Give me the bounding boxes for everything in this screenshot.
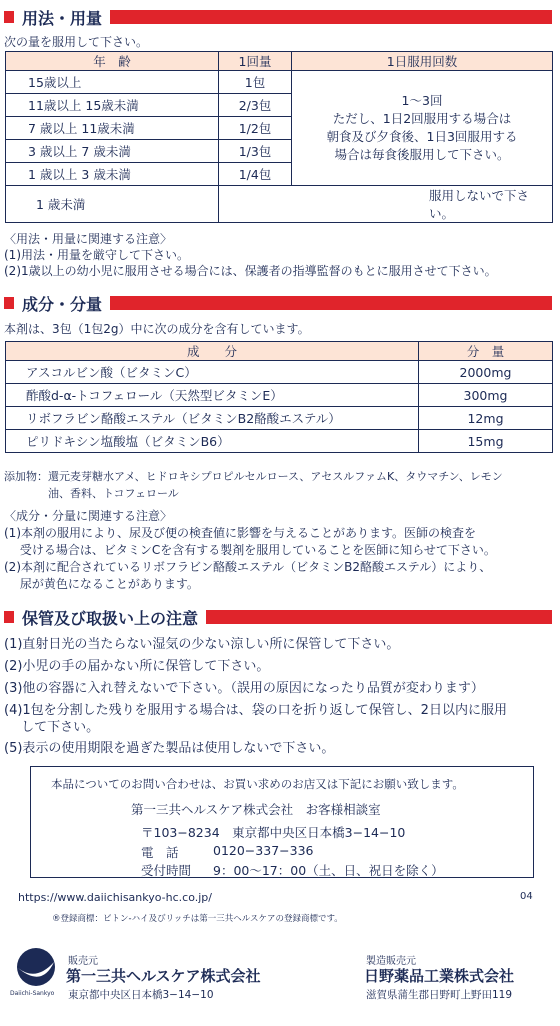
daiichi-sankyo-logo-icon: [12, 946, 60, 988]
storage-line: (3)他の容器に入れ替えないで下さい。（誤用の原因になったり品質が変わります）: [4, 681, 484, 696]
header-dose: 1回量: [219, 52, 292, 71]
dose-cell: 2/3包: [219, 94, 292, 117]
header-times: 1日服用回数: [292, 52, 553, 71]
usage-note: (2)1歳以上の幼小児に服用させる場合には、保護者の指導監督のもとに服用させて下さい。: [4, 264, 497, 278]
maker-address: 滋賀県蒲生郡日野町上野田119: [366, 989, 513, 1001]
section-marker: [4, 11, 14, 23]
ingredients-note-line: (1)本剤の服用により、尿及び便の検査値に影響を与えることがあります。医師の検査を: [4, 526, 477, 540]
ingredients-notes-title: 〈成分・分量に関連する注意〉: [4, 509, 173, 523]
storage-line: して下さい。: [4, 720, 100, 735]
ingredient-qty: 15mg: [419, 430, 553, 453]
usage-intro: 次の量を服用して下さい。: [4, 35, 149, 49]
section-bar: [110, 10, 552, 24]
website-url: https://www.daiichisankyo-hc.co.jp/: [18, 891, 212, 904]
ingredient-name: 酢酸d-α-トコフェロール（天然型ビタミンE）: [6, 384, 419, 407]
contact-dept: 第一三共ヘルスケア株式会社 お客様相談室: [131, 802, 381, 817]
hours-value: 9：00〜17：00（土、日、祝日を除く）: [213, 863, 444, 878]
table-row: [6, 430, 553, 453]
ingredient-qty: 12mg: [419, 407, 553, 430]
ingredient-qty: 300mg: [419, 384, 553, 407]
section-bar: [110, 296, 552, 310]
header-quantity: 分 量: [419, 342, 553, 361]
age-cell: 3 歳以上 7 歳未満: [6, 140, 219, 163]
seller-role: 販売元: [68, 956, 98, 967]
usage-note: (1)用法・用量を厳守して下さい。: [4, 248, 189, 262]
seller-logo: [12, 946, 60, 1006]
contact-box: [30, 766, 534, 878]
dose-cell: 1/2包: [219, 117, 292, 140]
ingredients-table: [5, 341, 553, 453]
ingredients-note-line: 尿が黄色になることがあります。: [4, 577, 199, 591]
section-header-storage: [4, 606, 552, 628]
times-line: 朝食及び夕食後、1日3回服用する: [326, 129, 518, 144]
storage-line: (5)表示の使用期限を過ぎた製品は使用しないで下さい。: [4, 741, 335, 756]
storage-line: (1)直射日光の当たらない湿気の少ない涼しい所に保管して下さい。: [4, 637, 400, 652]
hours-label: 受付時間: [141, 863, 192, 878]
table-row: [6, 186, 553, 223]
additives-line: 油、香料、トコフェロール: [4, 487, 179, 500]
seller-name: 第一三共ヘルスケア株式会社: [66, 967, 261, 985]
storage-line: (4)1包を分割した残りを服用する場合は、袋の口を折り返して保管し、2日以内に服用: [4, 703, 507, 718]
contact-intro: 本品についてのお問い合わせは、お買い求めのお店又は下記にお願い致します。: [51, 777, 464, 791]
times-line: 1〜3回: [401, 93, 443, 108]
maker-name: 日野薬品工業株式会社: [364, 967, 515, 985]
section-marker: [4, 297, 14, 309]
table-row: [6, 384, 553, 407]
ingredients-note-line: (2)本剤に配合されているリボフラビン酪酸エステル（ビタミンB2酪酸エステル）により、: [4, 560, 492, 574]
dose-cell: 1/3包: [219, 140, 292, 163]
section-header-usage: [4, 6, 552, 28]
table-header-row: [6, 342, 553, 361]
ingredient-qty: 2000mg: [419, 361, 553, 384]
table-row: [6, 71, 553, 94]
dose-cell: 1/4包: [219, 163, 292, 186]
age-cell: 1 歳未満: [6, 186, 219, 223]
page-code: 04: [520, 891, 533, 902]
header-age: 年 齢: [6, 52, 219, 71]
under1-instruction: 服用しないで下さい。: [219, 186, 553, 223]
phone-label: 電 話: [141, 845, 179, 860]
ingredient-name: リボフラビン酪酸エステル（ビタミンB2酪酸エステル）: [6, 407, 419, 430]
table-row: [6, 407, 553, 430]
age-cell: 15歳以上: [6, 71, 219, 94]
usage-notes-title: 〈用法・用量に関連する注意〉: [4, 232, 173, 246]
phone-number: 0120−337−336: [213, 843, 314, 858]
section-header-ingredients: [4, 292, 552, 314]
section-marker: [4, 611, 14, 623]
header-ingredient: 成 分: [6, 342, 419, 361]
ingredients-note-line: 受ける場合は、ビタミンCを含有する製剤を服用していることを医師に知らせて下さい。: [4, 543, 496, 557]
times-cell: [292, 71, 553, 186]
storage-line: (2)小児の手の届かない所に保管して下さい。: [4, 659, 270, 674]
ingredient-name: ピリドキシン塩酸塩（ビタミンB6）: [6, 430, 419, 453]
section-title: 用法・用量: [22, 8, 103, 28]
ingredient-name: アスコルビン酸（ビタミンC）: [6, 361, 419, 384]
dosage-table: [5, 51, 553, 223]
trademark-note: ®登録商標：ビトン-ハイ及びリッチは第一三共ヘルスケアの登録商標です。: [52, 914, 343, 924]
times-line: ただし、1日2回服用する場合は: [332, 111, 512, 126]
logo-text: Daiichi-Sankyo: [10, 990, 55, 997]
age-cell: 1 歳以上 3 歳未満: [6, 163, 219, 186]
age-cell: 11歳以上 15歳未満: [6, 94, 219, 117]
age-cell: 7 歳以上 11歳未満: [6, 117, 219, 140]
additives-line: 添加物：還元麦芽糖水アメ、ヒドロキシプロピルセルロース、アセスルファムK、タウマチン、レモン: [4, 470, 503, 483]
times-line: 場合は毎食後服用して下さい。: [334, 147, 510, 162]
seller-address: 東京都中央区日本橋3−14−10: [68, 989, 214, 1001]
dose-cell: 1包: [219, 71, 292, 94]
contact-address: 〒103−8234 東京都中央区日本橋3−14−10: [141, 825, 406, 840]
ingredients-intro: 本剤は、3包（1包2g）中に次の成分を含有しています。: [4, 322, 310, 336]
table-row: [6, 361, 553, 384]
table-header-row: [6, 52, 553, 71]
maker-role: 製造販売元: [366, 956, 416, 967]
section-title: 成分・分量: [22, 294, 103, 314]
section-bar: [206, 610, 552, 624]
section-title: 保管及び取扱い上の注意: [22, 608, 199, 628]
